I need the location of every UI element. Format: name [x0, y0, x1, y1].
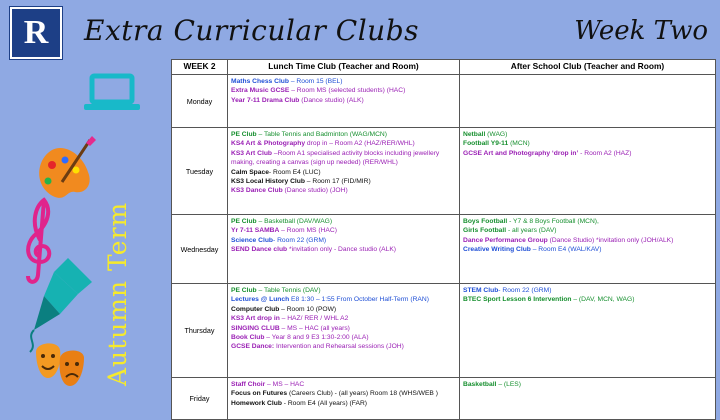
- week-label: Week Two: [574, 16, 708, 46]
- club-details: drop in – Room A2 (HAZ/RER/WHL): [305, 140, 415, 148]
- club-entry: [231, 177, 456, 186]
- club-entry: [231, 295, 456, 304]
- club-entry: [231, 389, 456, 398]
- club-details: (WAG): [485, 131, 508, 138]
- club-name: BTEC Sport Lesson 6 Intervention: [463, 296, 572, 304]
- school-logo: [10, 7, 62, 59]
- club-entry: [231, 139, 456, 148]
- club-name: Basketball: [463, 381, 497, 388]
- lunch-club-cell: [228, 128, 460, 215]
- day-cell: Friday: [172, 378, 228, 420]
- club-details: – MS – HAC (all years): [279, 324, 350, 332]
- club-name: Boys Football: [463, 218, 508, 225]
- club-details: – Table Tennis (DAV): [256, 287, 321, 294]
- lunch-header: Lunch Time Club (Teacher and Room): [228, 60, 460, 75]
- club-name: Year 7-11 Drama Club: [231, 96, 300, 104]
- club-details: – Room E4 (WAL/KAV): [530, 246, 602, 254]
- club-name: Extra Music GCSE: [231, 87, 290, 95]
- week-header: WEEK 2: [172, 60, 228, 75]
- club-entry: [463, 217, 712, 226]
- club-entry: [231, 399, 456, 408]
- club-entry: [231, 236, 456, 245]
- club-details: - Room 22 (GRM): [498, 287, 552, 294]
- club-name: GCSE Art and Photography ‘drop in’: [463, 149, 579, 157]
- club-name: PE Club: [231, 131, 257, 138]
- after-school-club-cell: [460, 215, 716, 284]
- club-details: – (DAV, MCN, WAG): [571, 296, 635, 304]
- club-details: - all years (DAV): [506, 227, 557, 235]
- club-details: – Room 17 (FID/MIR): [304, 178, 371, 186]
- club-details: – HAZ/ RER / WHL A2: [279, 315, 349, 323]
- after-school-header: After School Club (Teacher and Room): [460, 60, 716, 75]
- clubs-timetable: [171, 59, 716, 420]
- club-details: – Basketball (DAV/WAG): [256, 218, 333, 225]
- club-entry: [231, 245, 456, 254]
- club-entry: [463, 139, 712, 148]
- club-details: – Year 8 and 9 E3 1:30-2:00 (ALA): [264, 334, 369, 342]
- fountain-pen-icon: [30, 258, 92, 352]
- club-name: Netball: [463, 131, 486, 138]
- club-name: KS4 Art & Photography: [231, 140, 306, 148]
- table-row: [172, 284, 716, 378]
- club-details: E8 1:30 – 1:55 From October Half-Term (RAN): [289, 296, 429, 304]
- club-entry: [463, 149, 712, 158]
- club-name: Yr 7-11 SAMBA: [231, 227, 280, 235]
- club-entry: [231, 168, 456, 177]
- day-cell: Thursday: [172, 284, 228, 378]
- after-school-club-cell: [460, 128, 716, 215]
- side-illustrations: [0, 0, 170, 405]
- page-title: Extra Curricular Clubs: [84, 14, 419, 47]
- club-name: GCSE Dance:: [231, 343, 275, 351]
- club-name: Homework Club: [231, 399, 282, 407]
- club-details: *invitation only - Dance studio (ALK): [287, 246, 397, 254]
- club-name: Girls Football: [463, 227, 507, 235]
- club-entry: [463, 286, 712, 295]
- club-details: (MCN): [508, 140, 530, 148]
- club-name: Focus on Futures: [231, 390, 288, 398]
- club-name: Science Club: [231, 236, 273, 244]
- club-entry: [231, 226, 456, 235]
- club-entry: [231, 186, 456, 195]
- theatre-masks-icon: [36, 343, 84, 386]
- club-details: - Room A2 (HAZ): [578, 149, 632, 157]
- club-name: KS3 Dance Club: [231, 187, 283, 195]
- table-header-row: [172, 60, 716, 75]
- club-entry: [231, 86, 456, 95]
- club-name: Calm Space: [231, 168, 269, 176]
- day-cell: Wednesday: [172, 215, 228, 284]
- after-school-club-cell: [460, 75, 716, 128]
- club-entry: [231, 342, 456, 351]
- club-entry: [231, 130, 456, 139]
- lunch-club-cell: [228, 284, 460, 378]
- club-details: (Dance Studio) *invitation only (JOH/ALK): [547, 236, 674, 244]
- club-name: KS3 Local History Club: [231, 178, 305, 186]
- club-entry: [463, 295, 712, 304]
- club-entry: [231, 305, 456, 314]
- club-name: PE Club: [231, 287, 257, 294]
- club-entry: [463, 236, 712, 245]
- club-details: Intervention and Rehearsal sessions (JOH): [274, 343, 404, 351]
- club-details: – Room 15 (BEL): [288, 78, 343, 85]
- table-row: [172, 378, 716, 420]
- club-name: SEND Dance club: [231, 246, 288, 254]
- club-name: Maths Chess Club: [231, 78, 289, 85]
- club-entry: [231, 314, 456, 323]
- club-entry: [231, 380, 456, 389]
- club-details: – MS – HAC: [265, 381, 305, 388]
- club-name: SINGING CLUB: [231, 324, 280, 332]
- club-name: Lectures @ Lunch: [231, 296, 290, 304]
- club-name: Book Club: [231, 334, 265, 342]
- autumn-term-label: Autumn Term: [103, 201, 132, 386]
- club-name: STEM Club: [463, 287, 499, 294]
- club-details: - Y7 & 8 Boys Football (MCN),: [507, 218, 599, 225]
- club-name: Dance Performance Group: [463, 236, 548, 244]
- club-entry: [231, 324, 456, 333]
- club-entry: [463, 130, 712, 139]
- club-details: – Room 10 (POW): [279, 305, 337, 313]
- club-details: – (LES): [496, 381, 521, 388]
- club-details: - Room E4 (LUC): [268, 168, 321, 176]
- club-name: Staff Choir: [231, 381, 266, 388]
- lunch-club-cell: [228, 378, 460, 420]
- club-entry: [231, 333, 456, 342]
- after-school-club-cell: [460, 284, 716, 378]
- club-details: – Room MS (selected students) (HAC): [289, 87, 406, 95]
- club-name: PE Club: [231, 218, 257, 225]
- club-details: –Room A1 specialised activity blocks including jewellery making, creating a canvas (sign up needed) (RER/WHL): [231, 149, 440, 167]
- club-entry: [463, 226, 712, 235]
- table-row: [172, 215, 716, 284]
- club-details: – Table Tennis and Badminton (WAG/MCN): [256, 131, 387, 138]
- club-name: KS3 Art drop in: [231, 315, 280, 323]
- club-details: - Room E4 (All years) (FAR): [281, 399, 367, 407]
- day-cell: Monday: [172, 75, 228, 128]
- club-details: - Room 22 (GRM): [273, 236, 327, 244]
- lunch-club-cell: [228, 215, 460, 284]
- club-details: (Dance studio) (ALK): [299, 96, 364, 104]
- lunch-club-cell: [228, 75, 460, 128]
- table-row: [172, 75, 716, 128]
- club-name: KS3 Art Club: [231, 149, 272, 157]
- club-entry: [463, 380, 712, 389]
- club-entry: [231, 149, 456, 168]
- club-details: (Careers Club) - (all years) Room 18 (WHS/WEB ): [287, 390, 438, 398]
- club-entry: [231, 77, 456, 86]
- club-details: (Dance studio) (JOH): [282, 187, 348, 195]
- after-school-club-cell: [460, 378, 716, 420]
- club-name: Football Y9-11: [463, 140, 509, 148]
- club-entry: [231, 96, 456, 105]
- club-name: Creative Writing Club: [463, 246, 531, 254]
- table-row: [172, 128, 716, 215]
- treble-clef-icon: [28, 200, 49, 282]
- day-cell: Tuesday: [172, 128, 228, 215]
- club-entry: [231, 217, 456, 226]
- club-details: – Room MS (HAC): [279, 227, 337, 235]
- club-entry: [463, 245, 712, 254]
- logo-letter: R: [23, 14, 49, 51]
- club-entry: [231, 286, 456, 295]
- club-name: Computer Club: [231, 305, 280, 313]
- paint-palette-icon: [39, 136, 96, 198]
